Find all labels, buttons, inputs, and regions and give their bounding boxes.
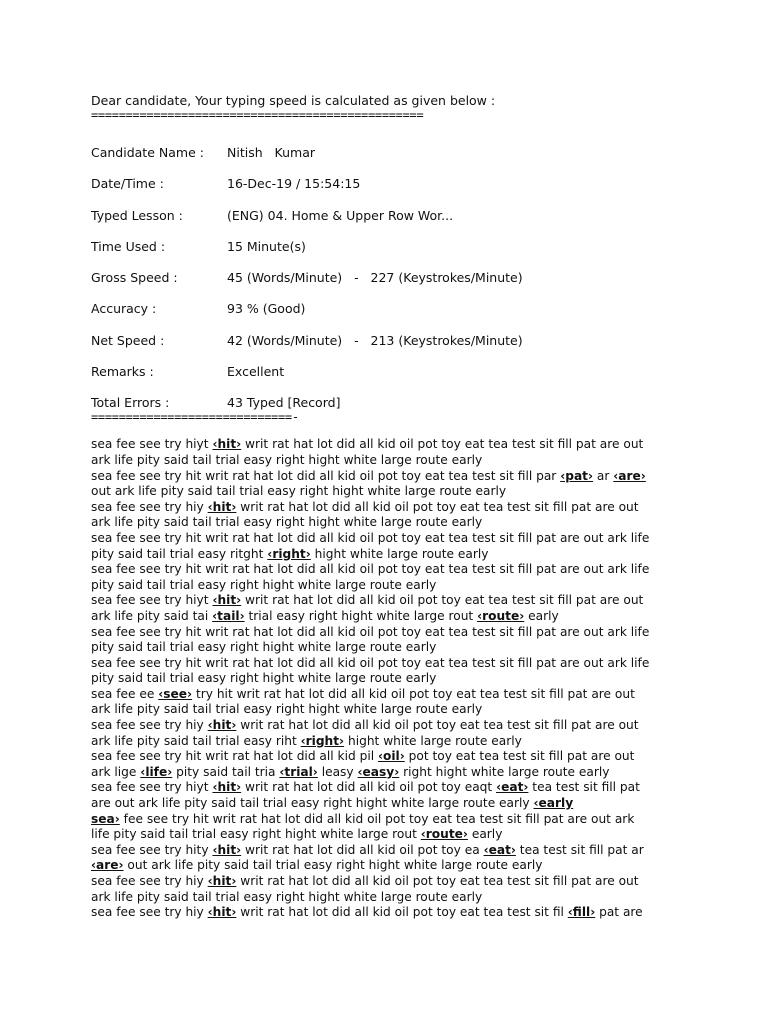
error-correction-mark: ‹trial› (279, 764, 318, 779)
typed-text-segment: sea fee see try hit writ rat hat lot did all kid oil pot toy eat tea test sit fill pat are out ark life (91, 530, 650, 545)
typed-text-line (91, 671, 681, 687)
field-label: Candidate Name : (91, 145, 204, 160)
typed-text-line (91, 453, 681, 469)
field-value: (ENG) 04. Home & Upper Row Wor... (227, 207, 454, 223)
typed-text-segment: life pity said tail trial easy right hight white large rout (91, 827, 421, 842)
field-value: 16-Dec-19 / 15:54:15 (227, 176, 361, 192)
typed-text-segment: sea fee see try hiy (91, 499, 208, 514)
error-correction-mark: ‹are› (613, 468, 646, 483)
typed-text-segment: sea fee see try hiy (91, 905, 208, 920)
error-correction-mark: ‹right› (267, 546, 311, 561)
field-value: 15 Minute(s) (227, 238, 306, 254)
error-correction-mark: ‹are› (91, 858, 124, 873)
typed-text-block (91, 437, 681, 920)
typed-text-segment: writ rat hat lot did all kid oil pot toy eat tea test sit fill pat are out (236, 499, 639, 514)
field-candidate-name (91, 145, 681, 176)
typed-text-line (91, 640, 681, 656)
error-correction-mark: ‹hit› (212, 842, 242, 857)
typed-text-line (91, 437, 681, 453)
typed-text-line (91, 515, 681, 531)
typed-text-segment: right hight white large route early (399, 764, 610, 779)
error-correction-mark: ‹life› (140, 764, 173, 779)
field-value: 42 (Words/Minute) - 213 (Keystrokes/Minute) (227, 332, 523, 348)
greeting-text: Dear candidate, Your typing speed is calculated as given below : (91, 93, 496, 108)
typed-text-line (91, 531, 681, 547)
typed-text-line (91, 656, 681, 672)
typed-text-segment: hight white large route early (344, 733, 522, 748)
typed-text-line (91, 858, 681, 874)
error-correction-mark: ‹eat› (483, 842, 516, 857)
typed-text-line (91, 547, 681, 563)
error-correction-mark: ‹pat› (560, 468, 594, 483)
field-value: 93 % (Good) (227, 301, 306, 317)
typed-text-segment: sea fee see try hit writ rat hat lot did all kid pil (91, 749, 378, 764)
typed-text-segment: pity said tail trial easy right hight white large route early (91, 671, 437, 686)
typed-text-line (91, 718, 681, 734)
typed-text-segment: writ rat hat lot did all kid oil pot toy eaqt (241, 780, 497, 795)
typed-text-segment: pity said tail trial easy ritght (91, 546, 268, 561)
typed-text-segment: early (524, 608, 559, 623)
typed-text-segment: writ rat hat lot did all kid oil pot toy eat tea test sit fill pat are out (241, 437, 644, 452)
error-correction-mark: ‹hit› (212, 437, 242, 452)
typed-text-line (91, 469, 681, 485)
typed-text-segment: sea fee see try hit writ rat hat lot did all kid oil pot toy eat tea test sit fill par (91, 468, 561, 483)
typed-text-line (91, 843, 681, 859)
error-correction-mark: ‹see› (158, 686, 193, 701)
typed-text-segment: writ rat hat lot did all kid oil pot toy ea (241, 842, 484, 857)
typed-text-line (91, 890, 681, 906)
error-correction-mark: ‹hit› (207, 718, 237, 733)
typed-text-segment: pot toy eat tea test sit fill pat are out (404, 749, 635, 764)
field-total-errors (91, 395, 681, 411)
typed-text-segment: sea fee ee (91, 686, 159, 701)
typed-text-line (91, 765, 681, 781)
error-correction-mark: ‹easy› (357, 764, 400, 779)
typed-text-segment: ark lige (91, 764, 141, 779)
typed-text-segment: sea fee see try hit writ rat hat lot did all kid oil pot toy eat tea test sit fill pat are out ark life (91, 624, 650, 639)
typed-text-segment: tea test sit fill pat (528, 780, 640, 795)
error-correction-mark: ‹route› (420, 827, 468, 842)
error-correction-mark: ‹hit› (207, 499, 237, 514)
field-date-time (91, 176, 681, 207)
error-correction-mark: ‹route› (477, 608, 525, 623)
typed-text-segment: out ark life pity said tail trial easy right hight white large route early (91, 484, 507, 499)
typed-text-line (91, 827, 681, 843)
typed-text-segment: ark life pity said tail trial easy riht (91, 733, 301, 748)
field-time-used (91, 239, 681, 270)
field-label: Typed Lesson : (91, 207, 183, 223)
typed-text-segment: writ rat hat lot did all kid oil pot toy eat tea test sit fill pat are out (236, 718, 639, 733)
typed-text-segment: sea fee see try hiyt (91, 437, 213, 452)
typed-text-line (91, 625, 681, 641)
typed-text-segment: writ rat hat lot did all kid oil pot toy eat tea test sit fil (236, 905, 568, 920)
typed-text-line (91, 874, 681, 890)
typing-result-document (91, 93, 681, 921)
error-correction-mark: ‹hit› (212, 593, 242, 608)
typed-text-segment: are out ark life pity said tail trial easy right hight white large route early (91, 796, 534, 811)
typed-text-line (91, 905, 681, 921)
error-correction-mark: ‹oil› (377, 749, 405, 764)
field-remarks (91, 364, 681, 395)
field-value: Excellent (227, 364, 285, 380)
error-correction-mark: ‹hit› (212, 780, 242, 795)
typed-text-segment: pat are (595, 905, 643, 920)
typed-text-segment: sea fee see try hiyt (91, 780, 213, 795)
typed-text-segment: trial easy right hight white large rout (244, 608, 478, 623)
typed-text-segment: pity said tail trial easy right hight white large route early (91, 577, 437, 592)
typed-text-segment: pity said tail tria (172, 764, 280, 779)
field-typed-lesson (91, 208, 681, 239)
typed-text-segment: writ rat hat lot did all kid oil pot toy eat tea test sit fill pat are out (236, 874, 639, 888)
field-net-speed (91, 333, 681, 364)
typed-text-segment: sea fee see try hiy (91, 874, 208, 888)
typed-text-line (91, 687, 681, 703)
field-accuracy (91, 301, 681, 332)
field-label: Time Used : (91, 238, 166, 254)
typed-text-line (91, 796, 681, 812)
field-label: Accuracy : (91, 301, 157, 317)
typed-text-segment: ar (593, 468, 614, 483)
error-correction-mark: ‹early (533, 796, 574, 811)
field-label: Total Errors : (91, 395, 170, 411)
typed-text-segment: ark life pity said tail trial easy right hight white large route early (91, 452, 483, 467)
error-correction-mark: ‹right› (300, 733, 345, 748)
typed-text-line (91, 702, 681, 718)
field-value: 43 Typed [Record] (227, 395, 341, 411)
typed-text-segment: sea fee see try hit writ rat hat lot did all kid oil pot toy eat tea test sit fill pat are out ark life (91, 655, 650, 670)
typed-text-line (91, 609, 681, 625)
typed-text-segment: try hit writ rat hat lot did all kid oil pot toy eat tea test sit fill pat are out (192, 686, 635, 701)
typed-text-segment: out ark life pity said tail trial easy right hight white large route early (123, 858, 543, 873)
typed-text-line (91, 780, 681, 796)
typed-text-line (91, 484, 681, 500)
error-correction-mark: sea› (91, 811, 120, 826)
typed-text-line (91, 578, 681, 594)
divider-top: ================================================ (91, 109, 424, 122)
typed-text-line (91, 812, 681, 828)
error-correction-mark: ‹hit› (207, 874, 237, 888)
divider-bottom: =============================- (91, 411, 299, 425)
error-correction-mark: ‹eat› (496, 780, 529, 795)
typed-text-segment: ark life pity said tail trial easy right hight white large route early (91, 515, 483, 530)
typed-text-segment: tea test sit fill pat ar (515, 842, 644, 857)
typed-text-segment: sea fee see try hiyt (91, 593, 213, 608)
typed-text-segment: leasy (317, 764, 358, 779)
typed-text-segment: pity said tail trial easy right hight white large route early (91, 640, 437, 655)
typed-text-segment: sea fee see try hit writ rat hat lot did all kid oil pot toy eat tea test sit fill pat are out ark life (91, 562, 650, 577)
typed-text-segment: sea fee see try hity (91, 842, 213, 857)
typed-text-line (91, 734, 681, 750)
typed-text-segment: sea fee see try hiy (91, 718, 208, 733)
typed-text-segment: hight white large route early (310, 546, 489, 561)
field-gross-speed (91, 270, 681, 301)
field-value: Nitish Kumar (227, 145, 316, 160)
error-correction-mark: ‹tail› (212, 608, 245, 623)
typed-text-line (91, 749, 681, 765)
typed-text-segment: ark life pity said tail trial easy right hight white large route early (91, 889, 483, 904)
field-label: Remarks : (91, 364, 154, 380)
typed-text-segment: ark life pity said tai (91, 608, 213, 623)
field-label: Date/Time : (91, 176, 164, 192)
typed-text-segment: fee see try hit writ rat hat lot did all kid oil pot toy eat tea test sit fill pat are out ark (119, 811, 635, 826)
field-value: 45 (Words/Minute) - 227 (Keystrokes/Minute) (227, 270, 523, 286)
field-label: Gross Speed : (91, 270, 178, 286)
result-fields (91, 145, 681, 411)
typed-text-line (91, 562, 681, 578)
typed-text-segment: writ rat hat lot did all kid oil pot toy eat tea test sit fill pat are out (241, 593, 644, 608)
typed-text-segment: early (467, 827, 503, 842)
typed-text-segment: ark life pity said tail trial easy right hight white large route early (91, 702, 483, 717)
field-label: Net Speed : (91, 332, 165, 348)
typed-text-line (91, 500, 681, 516)
error-correction-mark: ‹fill› (567, 905, 596, 920)
error-correction-mark: ‹hit› (207, 905, 237, 920)
typed-text-line (91, 593, 681, 609)
